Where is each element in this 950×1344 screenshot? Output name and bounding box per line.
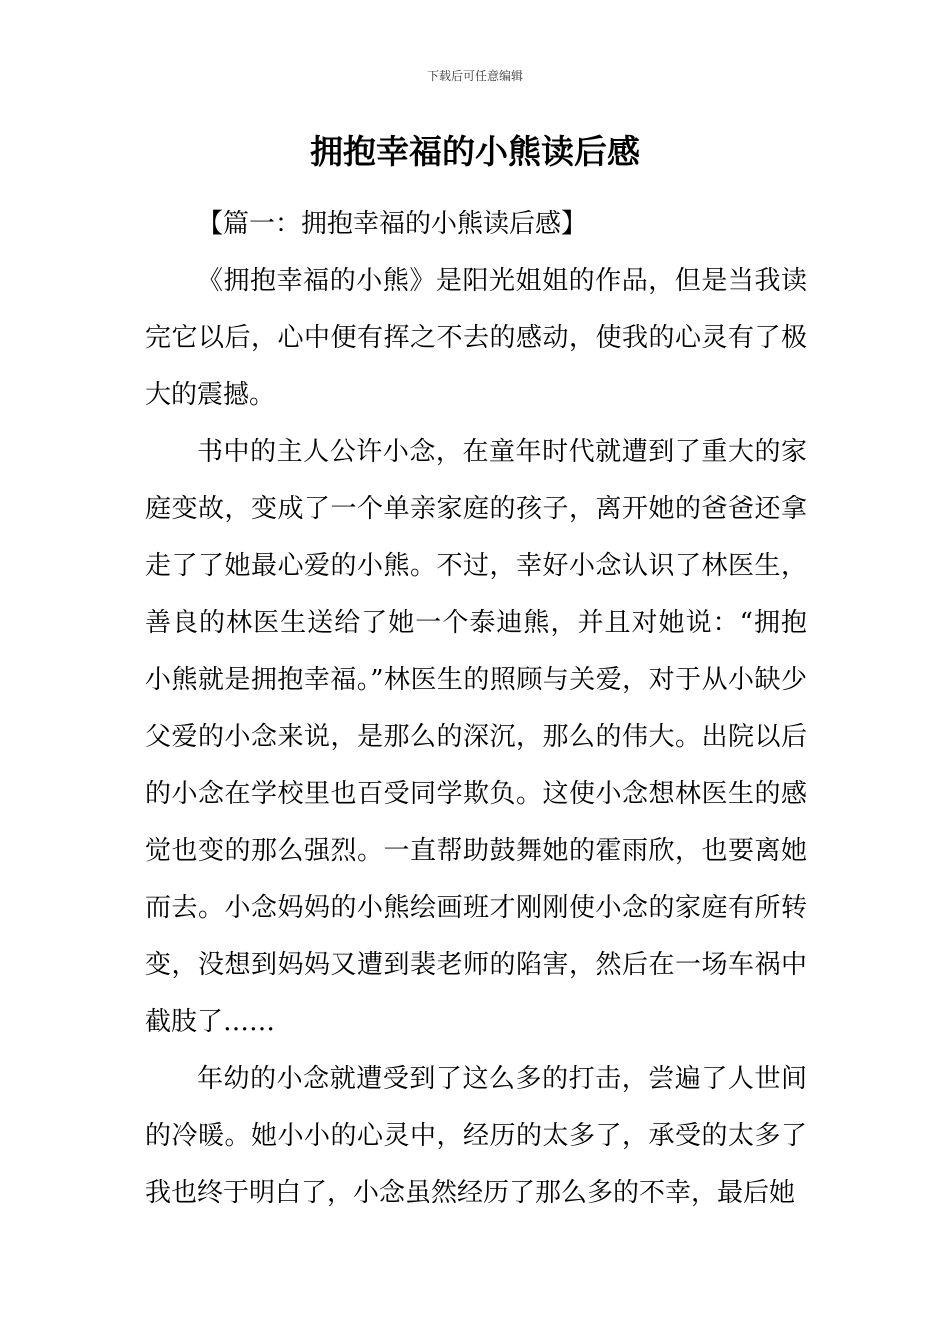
paragraph-1: 《拥抱幸福的小熊》是阳光姐姐的作品，但是当我读完它以后，心中便有挥之不去的感动，使我的心灵有了极大的震撼。 [145,266,807,410]
header-note: 下载后可任意编辑 [426,69,523,83]
paragraph-3: 年幼的小念就遭受到了这么多的打击，尝遍了人世间的冷暖。她小小的心灵中，经历的太多了，承受的太多了我也终于明白了，小念虽然经历了那么多的不幸，最后她 [145,1064,807,1208]
document-body [145,196,807,1222]
paragraph-2: 书中的主人公许小念，在童年时代就遭到了重大的家庭变故，变成了一个单亲家庭的孩子，离开她的爸爸还拿走了了她最心爱的小熊。不过，幸好小念认识了林医生，善良的林医生送给了她一个泰迪熊，并且对她说：“拥抱小熊就是拥抱幸福。”林医生的照顾与关爱，对于从小缺少父爱的小念来说，是那么的深沉，那么的伟大。出院以后的小念在学校里也百受同学欺负。这使小念想林医生的感觉也变的那么强烈。一直帮助鼓舞她的霍雨欣，也要离她而去。小念妈妈的小熊绘画班才刚刚使小念的家庭有所转变，没想到妈妈又遭到裴老师的陷害，然后在一场车祸中截肢了…… [145,437,807,1037]
section-heading: 【篇一：拥抱幸福的小熊读后感】 [197,209,588,239]
document-title: 拥抱幸福的小熊读后感 [310,132,640,171]
